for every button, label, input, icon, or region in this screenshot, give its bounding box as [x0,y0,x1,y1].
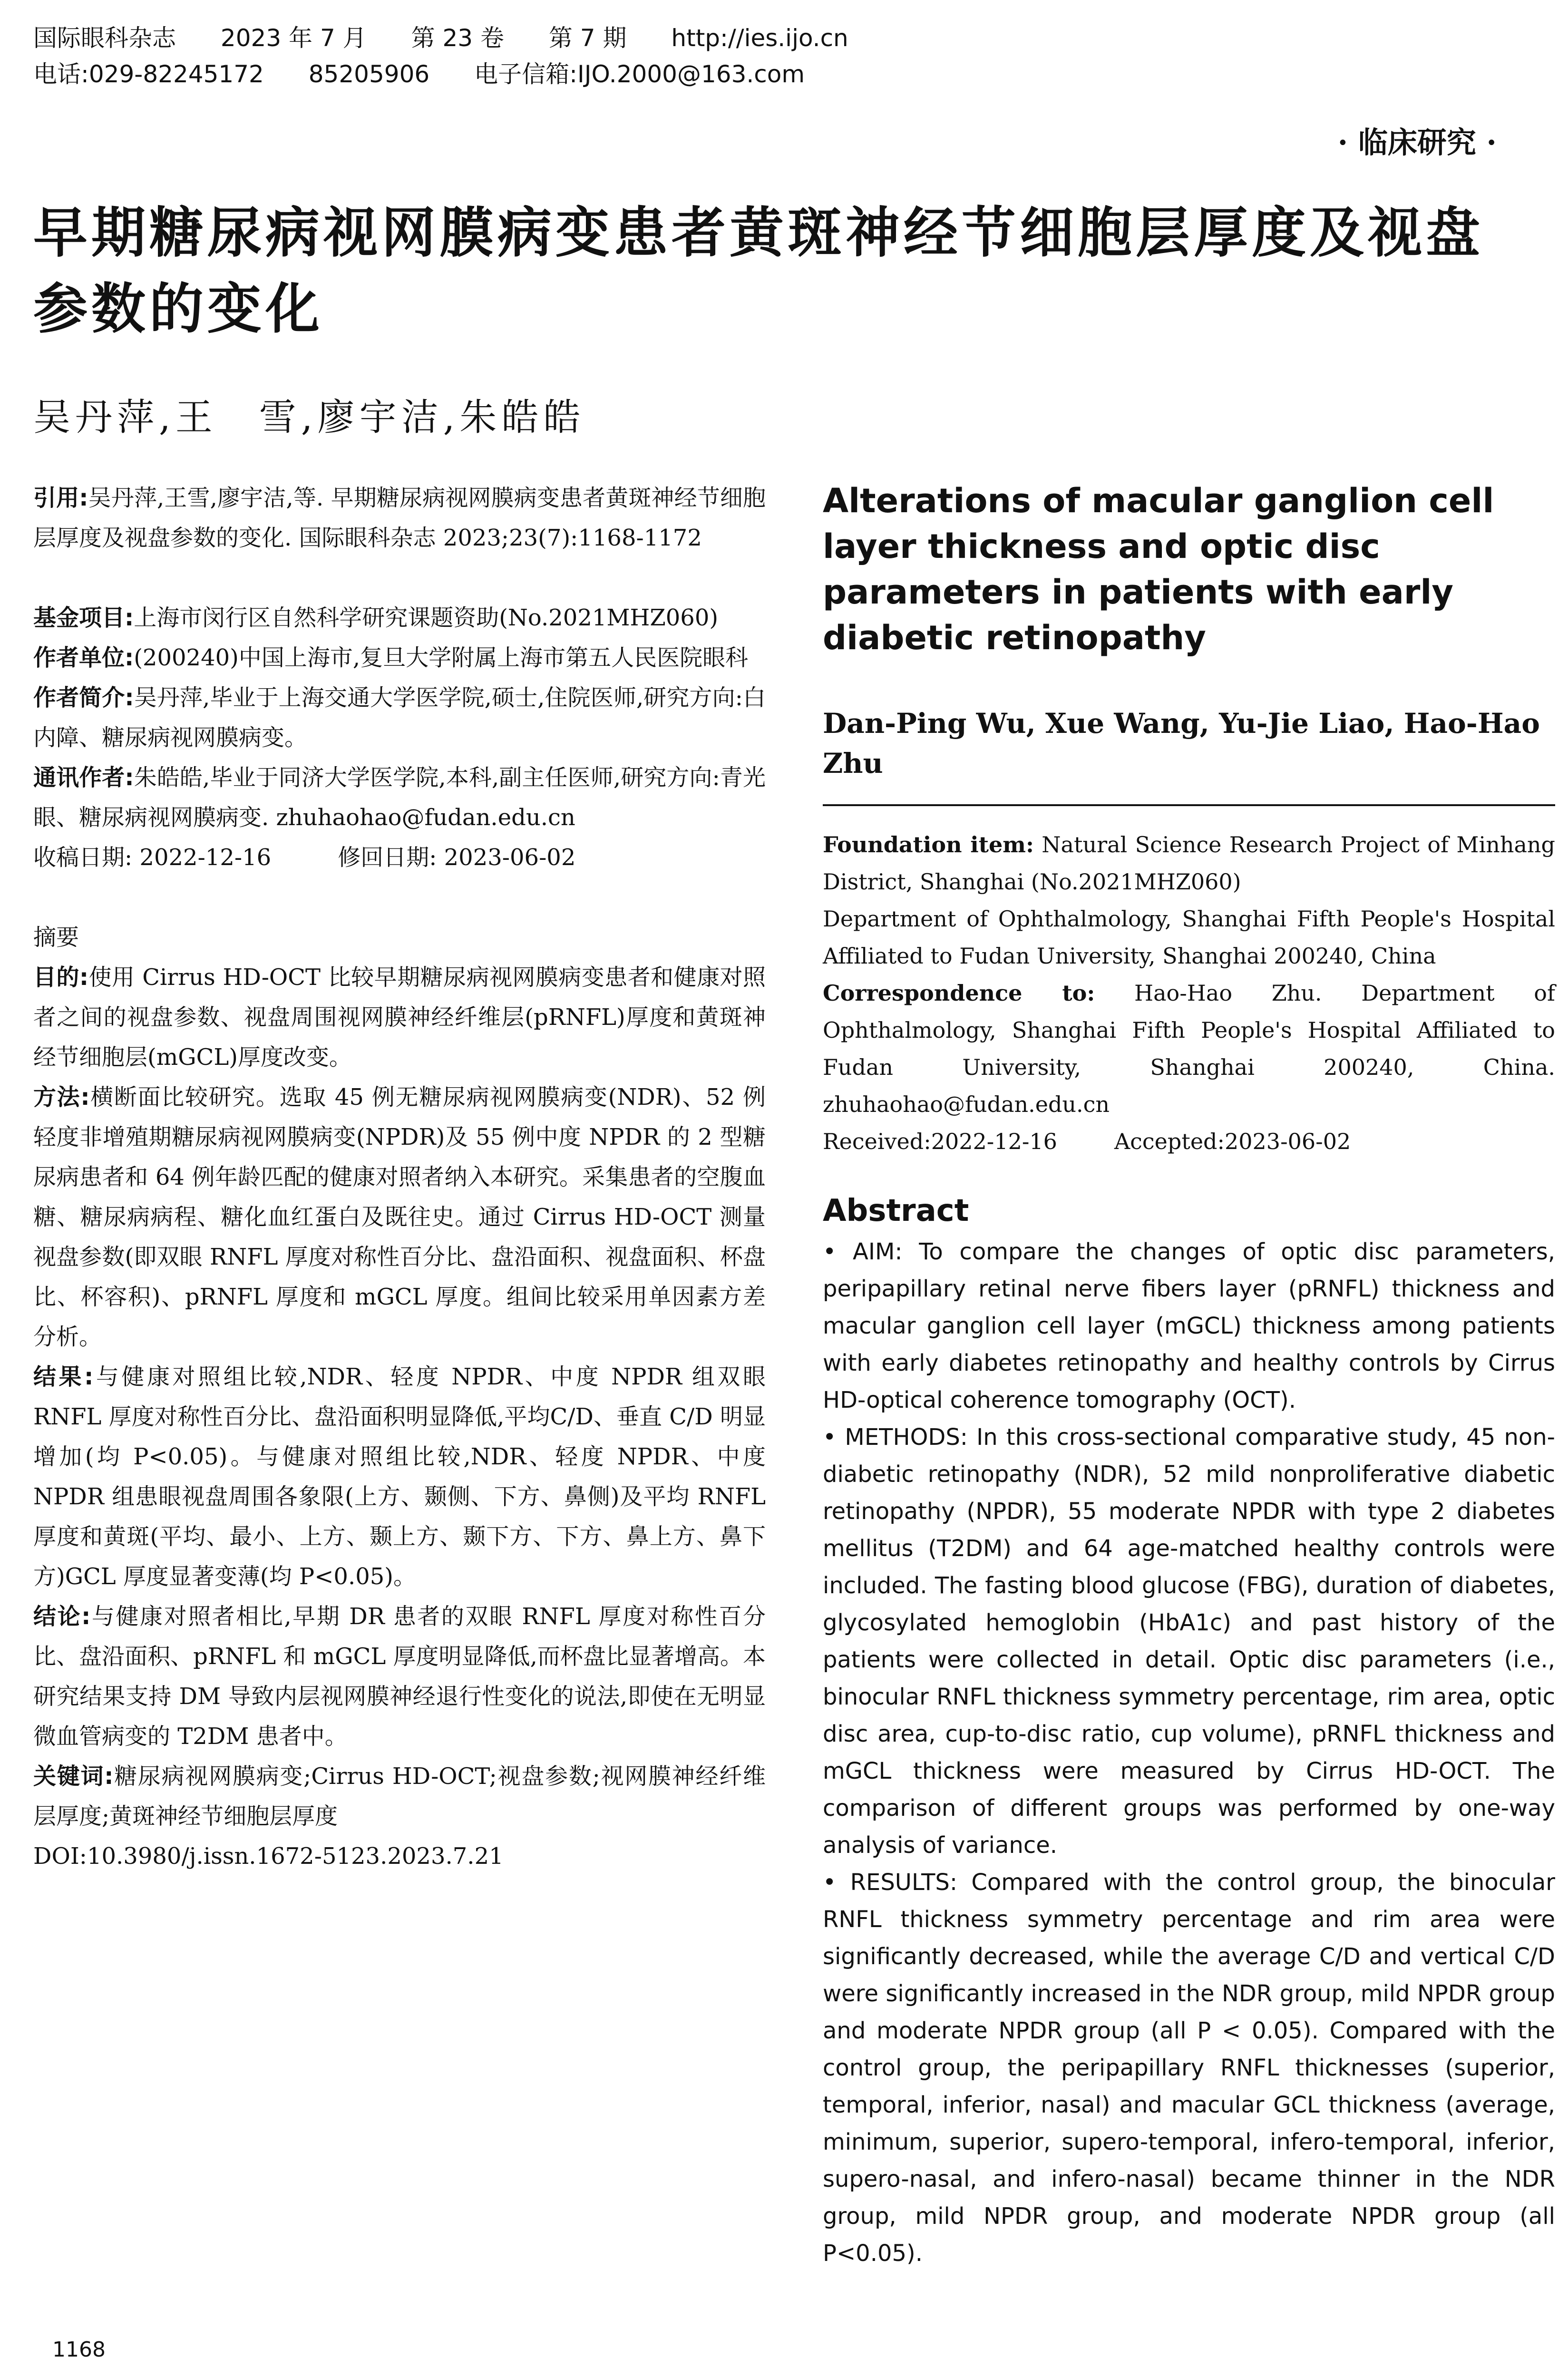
methods-en: • METHODS: In this cross-sectional comparative study, 45 non-diabetic retinopathy (NDR), 52 mild nonproliferative diabetic retinopathy (NPDR), 55 moderate NPDR with type 2 diabetes mellitus (T2DM) and 64 age-matched healthy controls were included. The fasting blood glucose (FBG), duration of diabetes, glycosylated hemoglobin (HbA1c) and past history of the patients were collected in detail. Optic disc parameters (i.e., binocular RNFL thickness symmetry percentage, rim area, optic disc area, cup-to-disc ratio, cup volume), pRNFL thickness and mGCL thickness were measured by Cirrus HD-OCT. The comparison of different groups was performed by one-way analysis of variance. [823,1424,1555,1859]
affiliation [33,638,766,678]
english-fund [823,826,1555,900]
keywords-cn [33,1756,766,1836]
divider [823,804,1555,806]
issue-number: 第 7 期 [548,24,627,52]
keywords-text: 糖尿病视网膜病变;Cirrus HD-OCT;视盘参数;视网膜神经纤维层厚度;黄斑神经节细胞层厚度 [33,1763,766,1830]
corr-label: 通讯作者: [33,764,134,791]
conclusion-cn [33,1597,766,1756]
citation-label: 引用: [33,485,88,511]
page-number: 1168 [52,2338,106,2362]
revised-date: 修回日期: 2023-06-02 [338,844,576,871]
english-affiliation: Department of Ophthalmology, Shanghai Fifth People's Hospital Affiliated to Fudan University, Shanghai 200240, China [823,906,1555,969]
header-row-1 [33,20,1536,56]
aim-text: 使用 Cirrus HD-OCT 比较早期糖尿病视网膜病变患者和健康对照者之间的视盘参数、视盘周围视网膜神经纤维层(pRNFL)厚度和黄斑神经节细胞层(mGCL)厚度改变。 [33,964,766,1071]
citation-text: 吴丹萍,王雪,廖宇洁,等. 早期糖尿病视网膜病变患者黄斑神经节细胞层厚度及视盘参数的变化. 国际眼科杂志 2023;23(7):1168-1172 [33,485,766,551]
journal-header [33,20,1536,92]
corr-text: 朱皓皓,毕业于同济大学医学院,本科,副主任医师,研究方向:青光眼、糖尿病视网膜病变. zhuhaohao@fudan.edu.cn [33,764,766,831]
fund [33,598,766,638]
abstract-heading-en: Abstract [823,1193,969,1228]
corresponding-author [33,758,766,838]
results-cn [33,1357,766,1597]
aim-label: 目的: [33,964,89,991]
results-label: 结果: [33,1364,94,1390]
abstract-heading-cn: 摘要 [33,924,79,951]
bio-label: 作者简介: [33,684,134,711]
results-en: • RESULTS: Compared with the control group, the binocular RNFL thickness symmetry percentage and rim area were significantly decreased, while the average C/D and vertical C/D were significantly increased in the NDR group, mild NPDR group and moderate NPDR group (all P < 0.05). Compared with the control group, the peripapillary RNFL thicknesses (superior, temporal, inferior, nasal) and macular GCL thickness (average, minimum, superior, supero-temporal, infero-temporal, inferior, supero-nasal, and infero-nasal) became thinner in the NDR group, mild NPDR group, and moderate NPDR group (all P<0.05). [823,1869,1555,2267]
english-corr-label: Correspondence to: [823,980,1095,1006]
author-bio [33,678,766,758]
author-list: 吴丹萍,王 雪,廖宇洁,朱皓皓 [33,396,585,439]
phone-2: 85205906 [308,60,430,88]
keywords-label: 关键词: [33,1763,114,1790]
paper-title: 早期糖尿病视网膜病变患者黄斑神经节细胞层厚度及视盘参数的变化 [33,201,1484,341]
issue-date: 2023 年 7 月 [220,24,367,52]
affiliation-text: (200240)中国上海市,复旦大学附属上海市第五人民医院眼科 [134,644,749,671]
methods-label: 方法: [33,1084,90,1111]
methods-text: 横断面比较研究。选取 45 例无糖尿病视网膜病变(NDR)、52 例轻度非增殖期糖尿病视网膜病变(NPDR)及 55 例中度 NPDR 的 2 型糖尿病患者和 64 例年龄匹配的健康对照者纳入本研究。采集患者的空腹血糖、糖尿病病程、糖化血红蛋白及既往史。通过 Cirrus HD-OCT 测量视盘参数(即双眼 RNFL 厚度对称性百分比、盘沿面积、视盘面积、杯盘比、杯容积)、pRNFL 厚度和 mGCL 厚度。组间比较采用单因素方差分析。 [33,1084,766,1350]
conclusion-text: 与健康对照者相比,早期 DR 患者的双眼 RNFL 厚度对称性百分比、盘沿面积、pRNFL 和 mGCL 厚度明显降低,而杯盘比显著增高。本研究结果支持 DM 导致内层视网膜神经退行性变化的说法,即使在无明显微血管病变的 T2DM 患者中。 [33,1603,766,1750]
aim-cn [33,957,766,1077]
english-authors: Dan-Ping Wu, Xue Wang, Yu-Jie Liao, Hao-Hao Zhu [823,707,1540,779]
journal-email[interactable]: 电子信箱:IJO.2000@163.com [474,60,805,88]
fund-text: 上海市闵行区自然科学研究课题资助(No.2021MHZ060) [134,604,719,631]
volume: 第 23 卷 [411,24,504,52]
english-dates [823,1123,1555,1160]
english-title: Alterations of macular ganglion cell layer thickness and optic disc parameters in patients with early diabetic retinopathy [823,481,1494,657]
doi[interactable]: DOI:10.3980/j.issn.1672-5123.2023.7.21 [33,1843,504,1870]
header-row-2 [33,56,1536,92]
english-fund-label: Foundation item: [823,832,1034,857]
received-date: 收稿日期: 2022-12-16 [33,844,272,871]
fund-label: 基金项目: [33,604,134,631]
methods-cn [33,1077,766,1357]
aim-en: • AIM: To compare the changes of optic disc parameters, peripapillary retinal nerve fibers layer (pRNFL) thickness and macular ganglion cell layer (mGCL) thickness among patients with early diabetes retinopathy and healthy controls by Cirrus HD-optical coherence tomography (OCT). [823,1238,1555,1413]
english-fund-text: Natural Science Research Project of Minhang District, Shanghai (No.2021MHZ060) [823,832,1555,895]
bio-text: 吴丹萍,毕业于上海交通大学医学院,硕士,住院医师,研究方向:白内障、糖尿病视网膜病变。 [33,684,766,751]
journal-url[interactable]: http://ies.ijo.cn [671,24,848,52]
english-received: Received:2022-12-16 [823,1129,1057,1154]
section-tag: · 临床研究 · [1337,125,1497,160]
left-column [33,478,766,1876]
english-corr-text: Hao-Hao Zhu. Department of Ophthalmology, Shanghai Fifth People's Hospital Affiliated to Fudan University, Shanghai 200240, China. zhuhaohao@fudan.edu.cn [823,980,1555,1117]
affiliation-label: 作者单位: [33,644,134,671]
conclusion-label: 结论: [33,1603,91,1630]
results-text: 与健康对照组比较,NDR、轻度 NPDR、中度 NPDR 组双眼 RNFL 厚度对称性百分比、盘沿面积明显降低,平均C/D、垂直 C/D 明显增加(均 P<0.05)。与健康对照组比较,NDR、轻度 NPDR、中度 NPDR 组患眼视盘周围各象限(上方、颞侧、下方、鼻侧)及平均 RNFL 厚度和黄斑(平均、最小、上方、颞上方、颞下方、下方、鼻上方、鼻下方)GCL 厚度显著变薄(均 P<0.05)。 [33,1364,766,1590]
english-correspondence [823,974,1555,1123]
english-accepted: Accepted:2023-06-02 [1114,1129,1351,1154]
dates [33,838,766,877]
citation [33,478,766,558]
right-column [823,478,1555,2272]
phone: 电话:029-82245172 [33,60,264,88]
journal-name: 国际眼科杂志 [33,24,176,52]
